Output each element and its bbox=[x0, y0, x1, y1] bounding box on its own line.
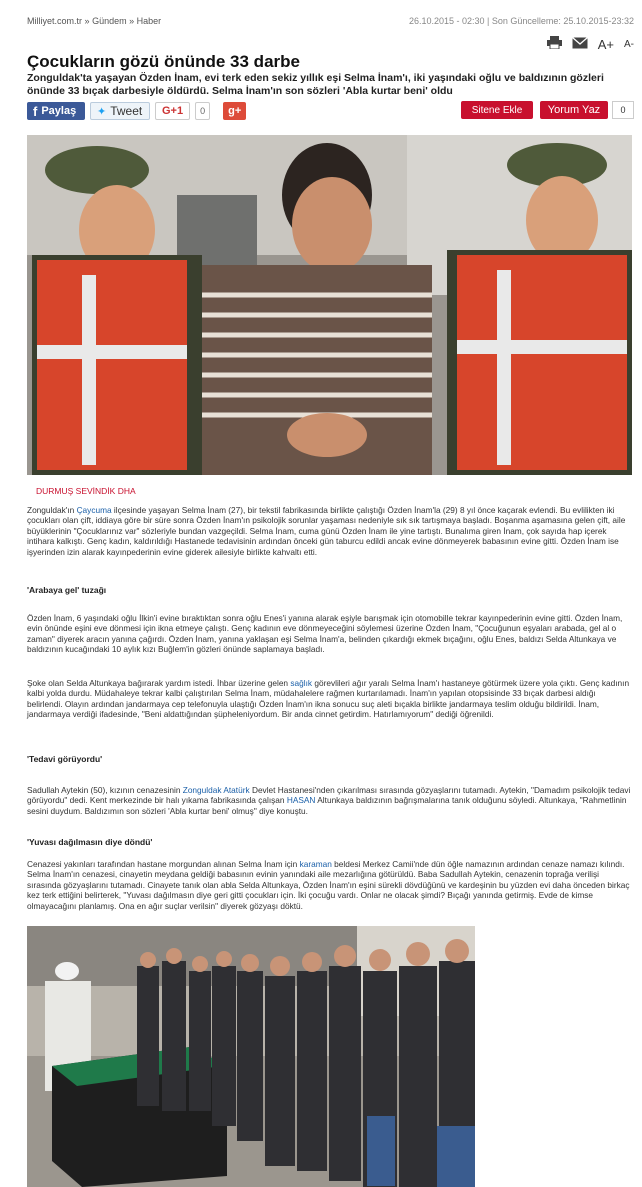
twitter-icon: ✦ bbox=[97, 105, 107, 118]
article-paragraph bbox=[27, 505, 632, 557]
tweet-button[interactable] bbox=[90, 102, 150, 120]
breadcrumb-sep: » bbox=[84, 16, 90, 26]
article-tools bbox=[547, 36, 634, 52]
text-span: Devlet Hastanesi'nden çıkarılması sırasında gözyaşlarını tutamadı. Aytekin, "Damadım psikolojik tedavi görüyordu" dedi. Kent merkezinde bir halı yıkama fabrikasında çalışan bbox=[27, 785, 631, 806]
gplus-one-button[interactable]: G+1 bbox=[155, 102, 190, 120]
article-summary: Zonguldak'ta yaşayan Özden İnam, evi terk eden sekiz yıllık eşi Selma İnam'ı, iki yaşındaki oğlu ve baldızının gözleri önünde 33 bıçak darbesiyle öldürdü. Selma İnam'ın son sözleri 'Abla kurtar beni' oldu bbox=[27, 72, 604, 97]
gplus-count: 0 bbox=[195, 102, 210, 120]
updated-date: | Son Güncelleme: 25.10.2015-23:32 bbox=[487, 16, 634, 26]
tag-link-caycuma[interactable]: Çaycuma bbox=[76, 505, 112, 515]
published-date: 26.10.2015 - 02:30 bbox=[408, 16, 485, 26]
breadcrumb-sep: » bbox=[129, 16, 135, 26]
tag-link-hasan[interactable]: HASAN bbox=[286, 795, 316, 806]
breadcrumb bbox=[27, 16, 161, 26]
breadcrumb-haber[interactable]: Haber bbox=[136, 16, 162, 26]
comment-count: 0 bbox=[612, 101, 634, 119]
article-dates bbox=[409, 16, 634, 26]
article-paragraph: Özden İnam, 6 yaşındaki oğlu İlkin'i evine bıraktıktan sonra oğlu Enes'i yanına alarak eşiyle barışmak için otomobille tekrar kayınpederinin evine gitti. Özden İnam, evin önünde eşini eve dönmesi için ikna etmeye çalıştı. Genç kadının eve dönmeyeceğini söylemesi üzerine Özden İnam, "Çocuğunun eşyaları arabada, gel al o zaman" diyerek aracın yanına çağırdı. Özden İnam, yanına yaklaşan eşi Selma İnam'a, belinden çıkardığı ekmek bıçağını, oğlu Enes, baldızı Selda Altunkaya ve baldızının kucağındaki 10 aylık kızı Buğlem'in gözleri önünde saplamaya başladı. bbox=[27, 613, 623, 655]
font-decrease-button[interactable]: A- bbox=[624, 38, 634, 50]
article-photo-funeral bbox=[27, 926, 475, 1187]
text-span: Sadullah Aytekin (50), kızının cenazesinin bbox=[27, 785, 183, 795]
subheading-yuvasi: 'Yuvası dağılmasın diye döndü' bbox=[27, 837, 153, 847]
text-span: Şoke olan Selda Altunkaya bağırarak yardım istedi. İhbar üzerine gelen bbox=[27, 678, 291, 688]
text-span: beldesi Merkez Camii'nde dün öğle namazının ardından cenaze namazı kılındı. Selma İnam'ın cenazesi, cinayetin meydana geldiği babasının evinin yanındaki aile mezarlığına götürüldü. Baba Sadullah Aytekin, cenazenin toprağa verilişi sırasında gözyaşlarını tutamadı. Cinayete tanık olan abla Selda Altunkaya, Özden İnam'ın eşini sürekli dövdüğünü ve kardeşinin bu yüzden evi daha önceden birkaç kez terk ettiğini belirterek, "Yuvası dağılmasın diye geri gitti çocukları için. İki çocuğu vardı. Onlar ne olacak şimdi? Bıçağı yanında getirmiş. Evde de kimse olmayacağını planlamış. Ona en ağır suçlar verilsin" diyerek gözyaşı döktü. bbox=[27, 859, 630, 911]
font-increase-button[interactable]: A+ bbox=[597, 36, 614, 52]
breadcrumb-site[interactable]: Milliyet.com.tr bbox=[27, 16, 83, 26]
tag-link-saglik[interactable]: sağlık bbox=[290, 678, 313, 688]
facebook-share-button[interactable] bbox=[27, 102, 85, 120]
subheading-arabaya-gel: 'Arabaya gel' tuzağı bbox=[27, 585, 107, 595]
text-span: ilçesinde yaşayan Selma İnam (27), bir tekstil fabrikasında birlikte çalıştığı Özden İnam'la (29) 8 yıl önce kaçarak evlendi. Bu evlilikten iki çocukları olan çift, iddiaya göre bir süre sonra Özden İnam'ın psikolojik sorunlar yaşaması nedeniyle sık sık tartışmaya başladı. Boşanma aşamasına gelen çift, aile büyüklerinin "Çocuklarınız var" sözleriyle bundan vazgeçildi. Selma İnam, cuma günü Özden İnam ile yine tartıştı. Bunalıma giren İnam, çok sayıda hap içerek intihara kalkıştı. Genç kadın, kaldırıldığı Hastanede tedavisinin ardından önceki gün taburcu edildi ancak evine dönmeyerek babasının evine gitti. Özden İnam ise işyerinden izin alarak kayınpederinin evine giderek ailesiyle birlikte kahvaltı etti. bbox=[27, 505, 626, 557]
photo-credit: DURMUŞ SEVİNDİK DHA bbox=[36, 486, 136, 496]
text-span: Altunkaya baldızının bağrışmalarına tanık olduğunu söyledi. Altunkaya, "Rahmetlinin sesini duydum. Baldızımın son sözleri 'Abla kurtar beni' olmuş" diye konuştu. bbox=[27, 795, 627, 816]
breadcrumb-gundem[interactable]: Gündem bbox=[92, 16, 127, 26]
facebook-icon: f bbox=[33, 103, 38, 119]
facebook-share-label: Paylaş bbox=[41, 105, 77, 117]
article-photo-arrest bbox=[27, 135, 632, 475]
article-paragraph bbox=[27, 678, 632, 720]
share-bar bbox=[27, 102, 246, 120]
article-paragraph bbox=[27, 859, 632, 911]
mail-icon[interactable] bbox=[572, 37, 588, 52]
article-paragraph bbox=[27, 785, 632, 816]
tag-link-zonguldak-ataturk[interactable]: Zonguldak Atatürk bbox=[182, 785, 250, 795]
print-icon[interactable] bbox=[547, 36, 562, 52]
tweet-label: Tweet bbox=[110, 104, 143, 118]
text-span: Zonguldak'ın bbox=[27, 505, 77, 515]
gplus-share-button[interactable]: g+ bbox=[223, 102, 246, 120]
subheading-tedavi: 'Tedavi görüyordu' bbox=[27, 754, 103, 764]
add-to-site-button[interactable]: Sitene Ekle bbox=[461, 101, 533, 119]
article-title: Çocukların gözü önünde 33 darbe bbox=[27, 52, 300, 71]
write-comment-button[interactable]: Yorum Yaz bbox=[540, 101, 608, 119]
text-span: görevlileri ağır yaralı Selma İnam'ı hastaneye götürmek üzere yola çıktı. Genç kadının kalbi yolda durdu. Müdahaleye tekrar kalbi çalıştırılan Selma İnam, müdahalelere rağmen kurtarılamadı. İnam'ın yapılan otopsisinde 33 bıçak darbesi aldığı belirlendi. Olayın ardından jandarmaya cep telefonuyla ulaştığı Özden İnam'ın ikna sonucu suç aleti bıçakla birlikte jandarmaya teslim olduğu bildirildi. İnam, jandarmaya verdiği ifadesinde, "Beni aldattığından şüpheleniyordum. Bir anda cinnet getirdim. Hatırlamıyorum" dediği öğrenildi. bbox=[27, 678, 630, 720]
text-span: Cenazesi yakınları tarafından hastane morgundan alınan Selma İnam için bbox=[27, 859, 300, 869]
tag-link-karaman[interactable]: karaman bbox=[299, 859, 332, 869]
